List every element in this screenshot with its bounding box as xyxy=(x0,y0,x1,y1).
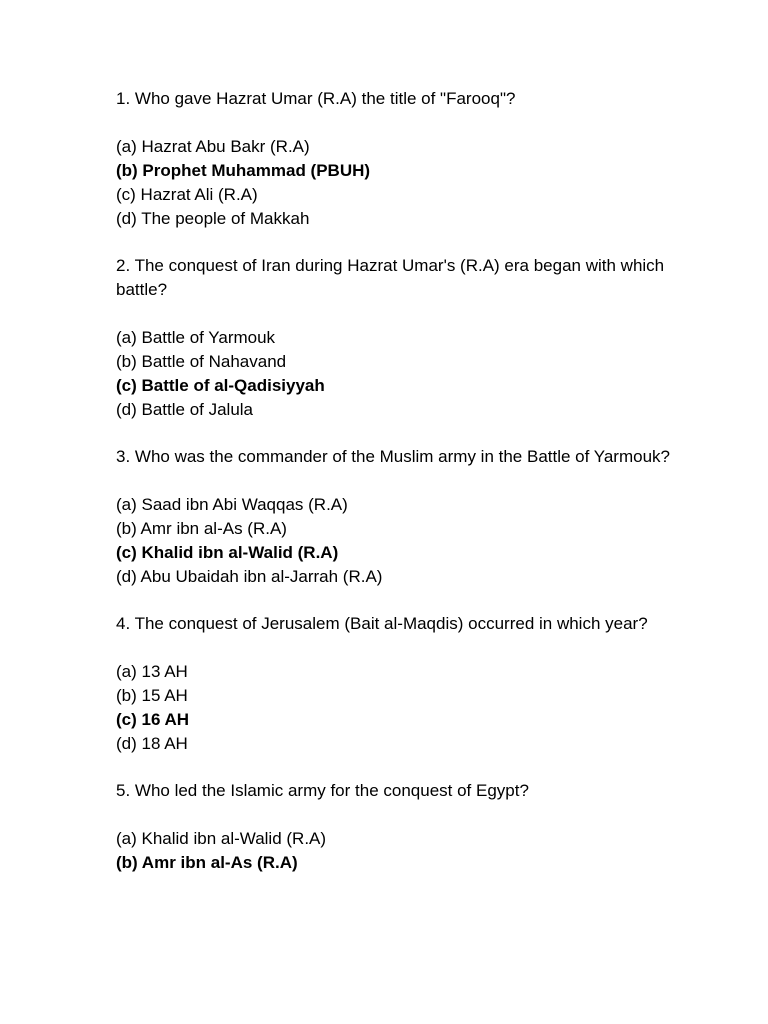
answer-option-d: (d) Battle of Jalula xyxy=(116,400,254,419)
answer-option-b: (b) Amr ibn al-As (R.A) xyxy=(116,519,287,538)
question-1 xyxy=(116,87,676,231)
question-text: 5. Who led the Islamic army for the conquest of Egypt? xyxy=(116,781,529,800)
question-text: 3. Who was the commander of the Muslim army in the Battle of Yarmouk? xyxy=(116,447,670,466)
question-2 xyxy=(116,254,676,422)
question-text: 4. The conquest of Jerusalem (Bait al-Maqdis) occurred in which year? xyxy=(116,614,648,633)
question-text: 2. The conquest of Iran during Hazrat Umar's (R.A) era began with which battle? xyxy=(116,256,665,299)
answer-option-d: (d) The people of Makkah xyxy=(116,209,310,228)
question-5 xyxy=(116,779,676,875)
answer-option-d: (d) Abu Ubaidah ibn al-Jarrah (R.A) xyxy=(116,567,383,586)
document-page xyxy=(116,87,676,898)
answer-option-c-correct: (c) 16 AH xyxy=(116,710,190,729)
answer-option-c: (c) Hazrat Ali (R.A) xyxy=(116,185,258,204)
question-4 xyxy=(116,612,676,756)
answer-option-b: (b) Battle of Nahavand xyxy=(116,352,287,371)
question-3 xyxy=(116,445,676,589)
question-text: 1. Who gave Hazrat Umar (R.A) the title of "Farooq"? xyxy=(116,89,516,108)
answer-option-a: (a) Saad ibn Abi Waqqas (R.A) xyxy=(116,495,348,514)
answer-option-a: (a) 13 AH xyxy=(116,662,188,681)
answer-option-a: (a) Khalid ibn al-Walid (R.A) xyxy=(116,829,327,848)
answer-option-b-correct: (b) Prophet Muhammad (PBUH) xyxy=(116,161,371,180)
answer-option-a: (a) Battle of Yarmouk xyxy=(116,328,276,347)
answer-option-d: (d) 18 AH xyxy=(116,734,188,753)
answer-option-b-correct: (b) Amr ibn al-As (R.A) xyxy=(116,853,298,872)
answer-option-b: (b) 15 AH xyxy=(116,686,188,705)
answer-option-a: (a) Hazrat Abu Bakr (R.A) xyxy=(116,137,310,156)
answer-option-c-correct: (c) Battle of al-Qadisiyyah xyxy=(116,376,325,395)
answer-option-c-correct: (c) Khalid ibn al-Walid (R.A) xyxy=(116,543,339,562)
